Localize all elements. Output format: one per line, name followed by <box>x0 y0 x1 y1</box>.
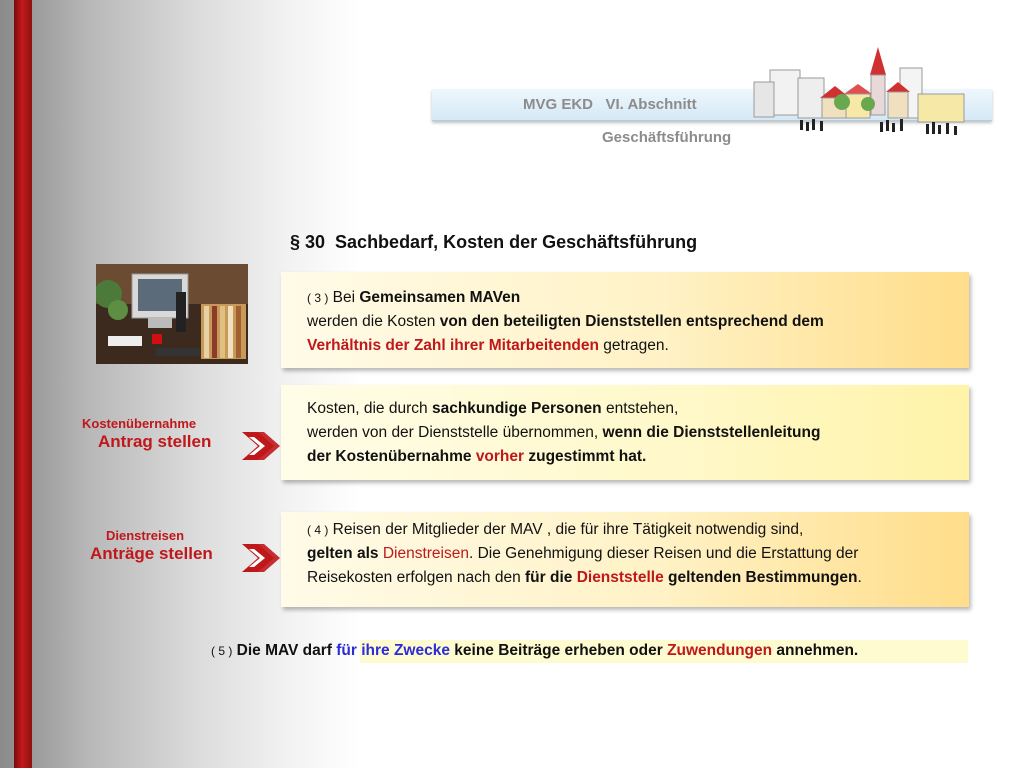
text-span: entstehen, <box>601 400 679 417</box>
header-subtitle: Geschäftsführung <box>602 129 732 146</box>
text-span: . Die Genehmigung dieser Reisen und die Erstattung der <box>468 545 859 562</box>
text-span-blue: für ihre Zwecke <box>336 642 450 659</box>
double-chevron-right-icon <box>240 430 282 462</box>
text-span-bold: wenn die Dienststellenleitung <box>602 424 821 441</box>
text-span-bold: Die MAV darf <box>232 642 337 659</box>
text-span-red: Dienstreisen <box>382 545 469 562</box>
submit-request-label: Antrag stellen <box>98 432 212 451</box>
text-span-red: vorher <box>475 448 525 465</box>
text-span-bold: Gemeinsamen MAVen <box>359 289 521 306</box>
text-span-red: Verhältnis der Zahl ihrer Mitarbeitenden <box>307 337 599 354</box>
text-span: Bei <box>328 289 360 306</box>
text-span-bold: zugestimmt hat. <box>524 448 647 465</box>
submit-requests-label: Anträge stellen <box>90 544 213 563</box>
text-span: werden die Kosten <box>307 313 440 330</box>
text-span-bold: sachkundige Personen <box>431 400 602 417</box>
text-span: . <box>857 569 862 586</box>
text-span-bold: für die <box>525 569 577 586</box>
text-span-red: Dienststelle <box>576 569 664 586</box>
red-side-bar <box>14 0 32 768</box>
paragraph-number: ( 5 ) <box>211 644 233 658</box>
text-span-bold: gelten als <box>307 545 383 562</box>
office-desk-photo <box>96 264 248 364</box>
text-span-red: Zuwendungen <box>667 642 773 659</box>
text-span-bold: keine Beiträge erheben oder <box>449 642 668 659</box>
text-span-bold: geltenden Bestimmungen <box>663 569 858 586</box>
text-span: Reisen der Mitglieder der MAV , die für ihre Tätigkeit notwendig sind, <box>328 521 804 538</box>
paragraph-3-box <box>281 272 969 368</box>
text-span: Reisekosten erfolgen nach den <box>307 569 526 586</box>
text-span-bold: der Kostenübernahme <box>307 448 476 465</box>
town-skyline-image <box>740 42 970 142</box>
double-chevron-right-icon <box>240 542 282 574</box>
paragraph-number: ( 4 ) <box>307 523 329 537</box>
paragraph-number: ( 3 ) <box>307 291 329 305</box>
text-span: getragen. <box>599 337 669 354</box>
header-title: MVG EKD VI. Abschnitt <box>523 96 697 113</box>
experts-box <box>281 385 969 480</box>
text-span: werden von der Dienststelle übernommen, <box>307 424 603 441</box>
paragraph-5-line <box>211 639 858 663</box>
section-title: § 30 Sachbedarf, Kosten der Geschäftsführung <box>290 232 698 252</box>
text-span-bold: von den beteiligten Dienststellen entsprechend dem <box>439 313 824 330</box>
text-span: Kosten, die durch <box>307 400 432 417</box>
cost-coverage-label: Kostenübernahme <box>82 416 197 431</box>
text-span-bold: annehmen. <box>772 642 859 659</box>
business-travel-label: Dienstreisen <box>106 528 185 543</box>
paragraph-4-box <box>281 512 969 607</box>
